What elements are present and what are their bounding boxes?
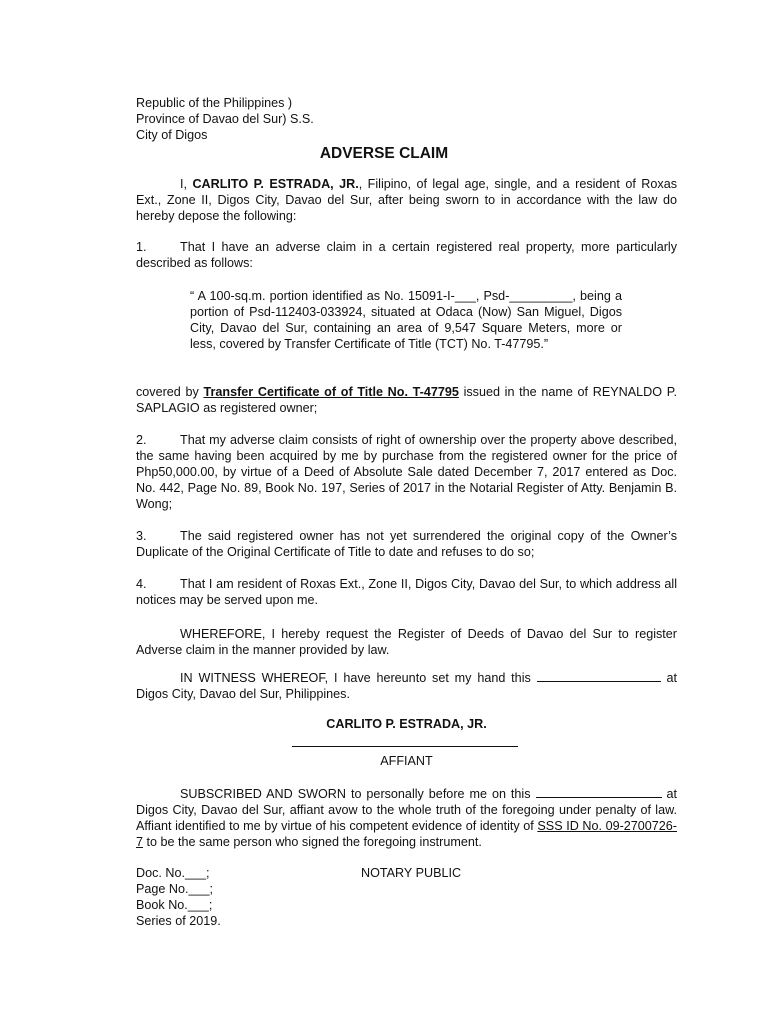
- affiant-label: AFFIANT: [380, 754, 433, 768]
- affiant-signature-name: CARLITO P. ESTRADA, JR.: [326, 717, 487, 731]
- covered-pre: covered by: [136, 385, 204, 399]
- item-4-text: That I am resident of Roxas Ext., Zone II, Digos City, Davao del Sur, to which address all notices may be served upon me.: [136, 577, 677, 607]
- witness-date-blank: [537, 669, 661, 682]
- sss-id-number: SSS ID No. 09-2700726-7: [136, 819, 677, 849]
- notary-public-label: NOTARY PUBLIC: [361, 866, 462, 880]
- wherefore-text: WHEREFORE, I hereby request the Register of Deeds of Davao del Sur to register Adverse claim in the manner provided by law.: [136, 627, 677, 657]
- intro-paragraph: [136, 176, 677, 224]
- venue-header: [136, 95, 677, 143]
- intro-pre: I,: [180, 177, 193, 191]
- header-city: City of Digos: [136, 128, 208, 142]
- jurat-paragraph: [136, 785, 677, 850]
- item-1-text: That I have an adverse claim in a certain registered real property, more particularly described as follows:: [136, 240, 677, 270]
- property-description-quote: “ A 100-sq.m. portion identified as No. 15091-I-___, Psd-_________, being a portion of Psd-112403-033924, situated at Odaca (Now) San Miguel, Digos City, Davao del Sur, containing an area of 9,547 Square Meters, more or less, covered by Transfer Certificate of Title (TCT) No. T-47795.”: [190, 289, 622, 351]
- item-3: [136, 528, 677, 560]
- witness-post: at Digos City, Davao del Sur, Philippines.: [136, 671, 678, 701]
- witness-paragraph: [136, 669, 677, 702]
- item-3-text: The said registered owner has not yet surrendered the original copy of the Owner’s Duplicate of the Original Certificate of Title to date and refuses to do so;: [136, 529, 677, 559]
- notarial-entries: [136, 865, 336, 929]
- item-2-text: That my adverse claim consists of right of ownership over the property above described, the same having been acquired by me by purchase from the registered owner for the price of Php50,000.00, by virtue of a Deed of Absolute Sale dated December 7, 2017 entered as Doc. No. 442, Page No. 89, Book No. 197, Series of 2017 in the Notarial Register of Atty. Benjamin B. Wong;: [136, 433, 677, 511]
- document-title: ADVERSE CLAIM: [319, 145, 449, 162]
- jurat-post: to be the same person who signed the foregoing instrument.: [143, 835, 482, 849]
- item-1: [136, 239, 677, 271]
- covered-post: issued in the name of REYNALDO P. SAPLAGIO as registered owner;: [136, 385, 677, 415]
- jurat-pre: SUBSCRIBED AND SWORN to personally before me on this: [180, 787, 531, 801]
- jurat-date-blank: [536, 785, 662, 798]
- header-republic: Republic of the Philippines ): [136, 96, 293, 110]
- item-4-number: 4.: [136, 577, 147, 591]
- jurat-mid: at Digos City, Davao del Sur, affiant avow to the whole truth of the foregoing under penalty of law. Affiant identified to me by virtue of his competent evidence of identity of: [136, 787, 678, 833]
- wherefore-paragraph: [136, 626, 677, 658]
- tct-title-number: Transfer Certificate of of Title No. T-47795: [203, 385, 459, 399]
- witness-pre: IN WITNESS WHEREOF, I have hereunto set my hand this: [180, 671, 531, 685]
- series-year: Series of 2019.: [136, 914, 221, 928]
- item-4: [136, 576, 677, 608]
- item-2-number: 2.: [136, 433, 147, 447]
- page-number: Page No.___;: [136, 882, 214, 896]
- affiant-signature-line: [292, 746, 518, 747]
- item-3-number: 3.: [136, 529, 147, 543]
- header-province: Province of Davao del Sur) S.S.: [136, 112, 314, 126]
- item-1-number: 1.: [136, 240, 147, 254]
- affiant-name-inline: CARLITO P. ESTRADA, JR.: [192, 177, 359, 191]
- item-2: [136, 432, 677, 512]
- doc-number: Doc. No.___;: [136, 866, 210, 880]
- intro-post: , Filipino, of legal age, single, and a resident of Roxas Ext., Zone II, Digos City, Davao del Sur, after being sworn to in accordance with the law do hereby depose the following:: [136, 177, 677, 223]
- covered-by-paragraph: [136, 384, 677, 416]
- book-number: Book No.___;: [136, 898, 213, 912]
